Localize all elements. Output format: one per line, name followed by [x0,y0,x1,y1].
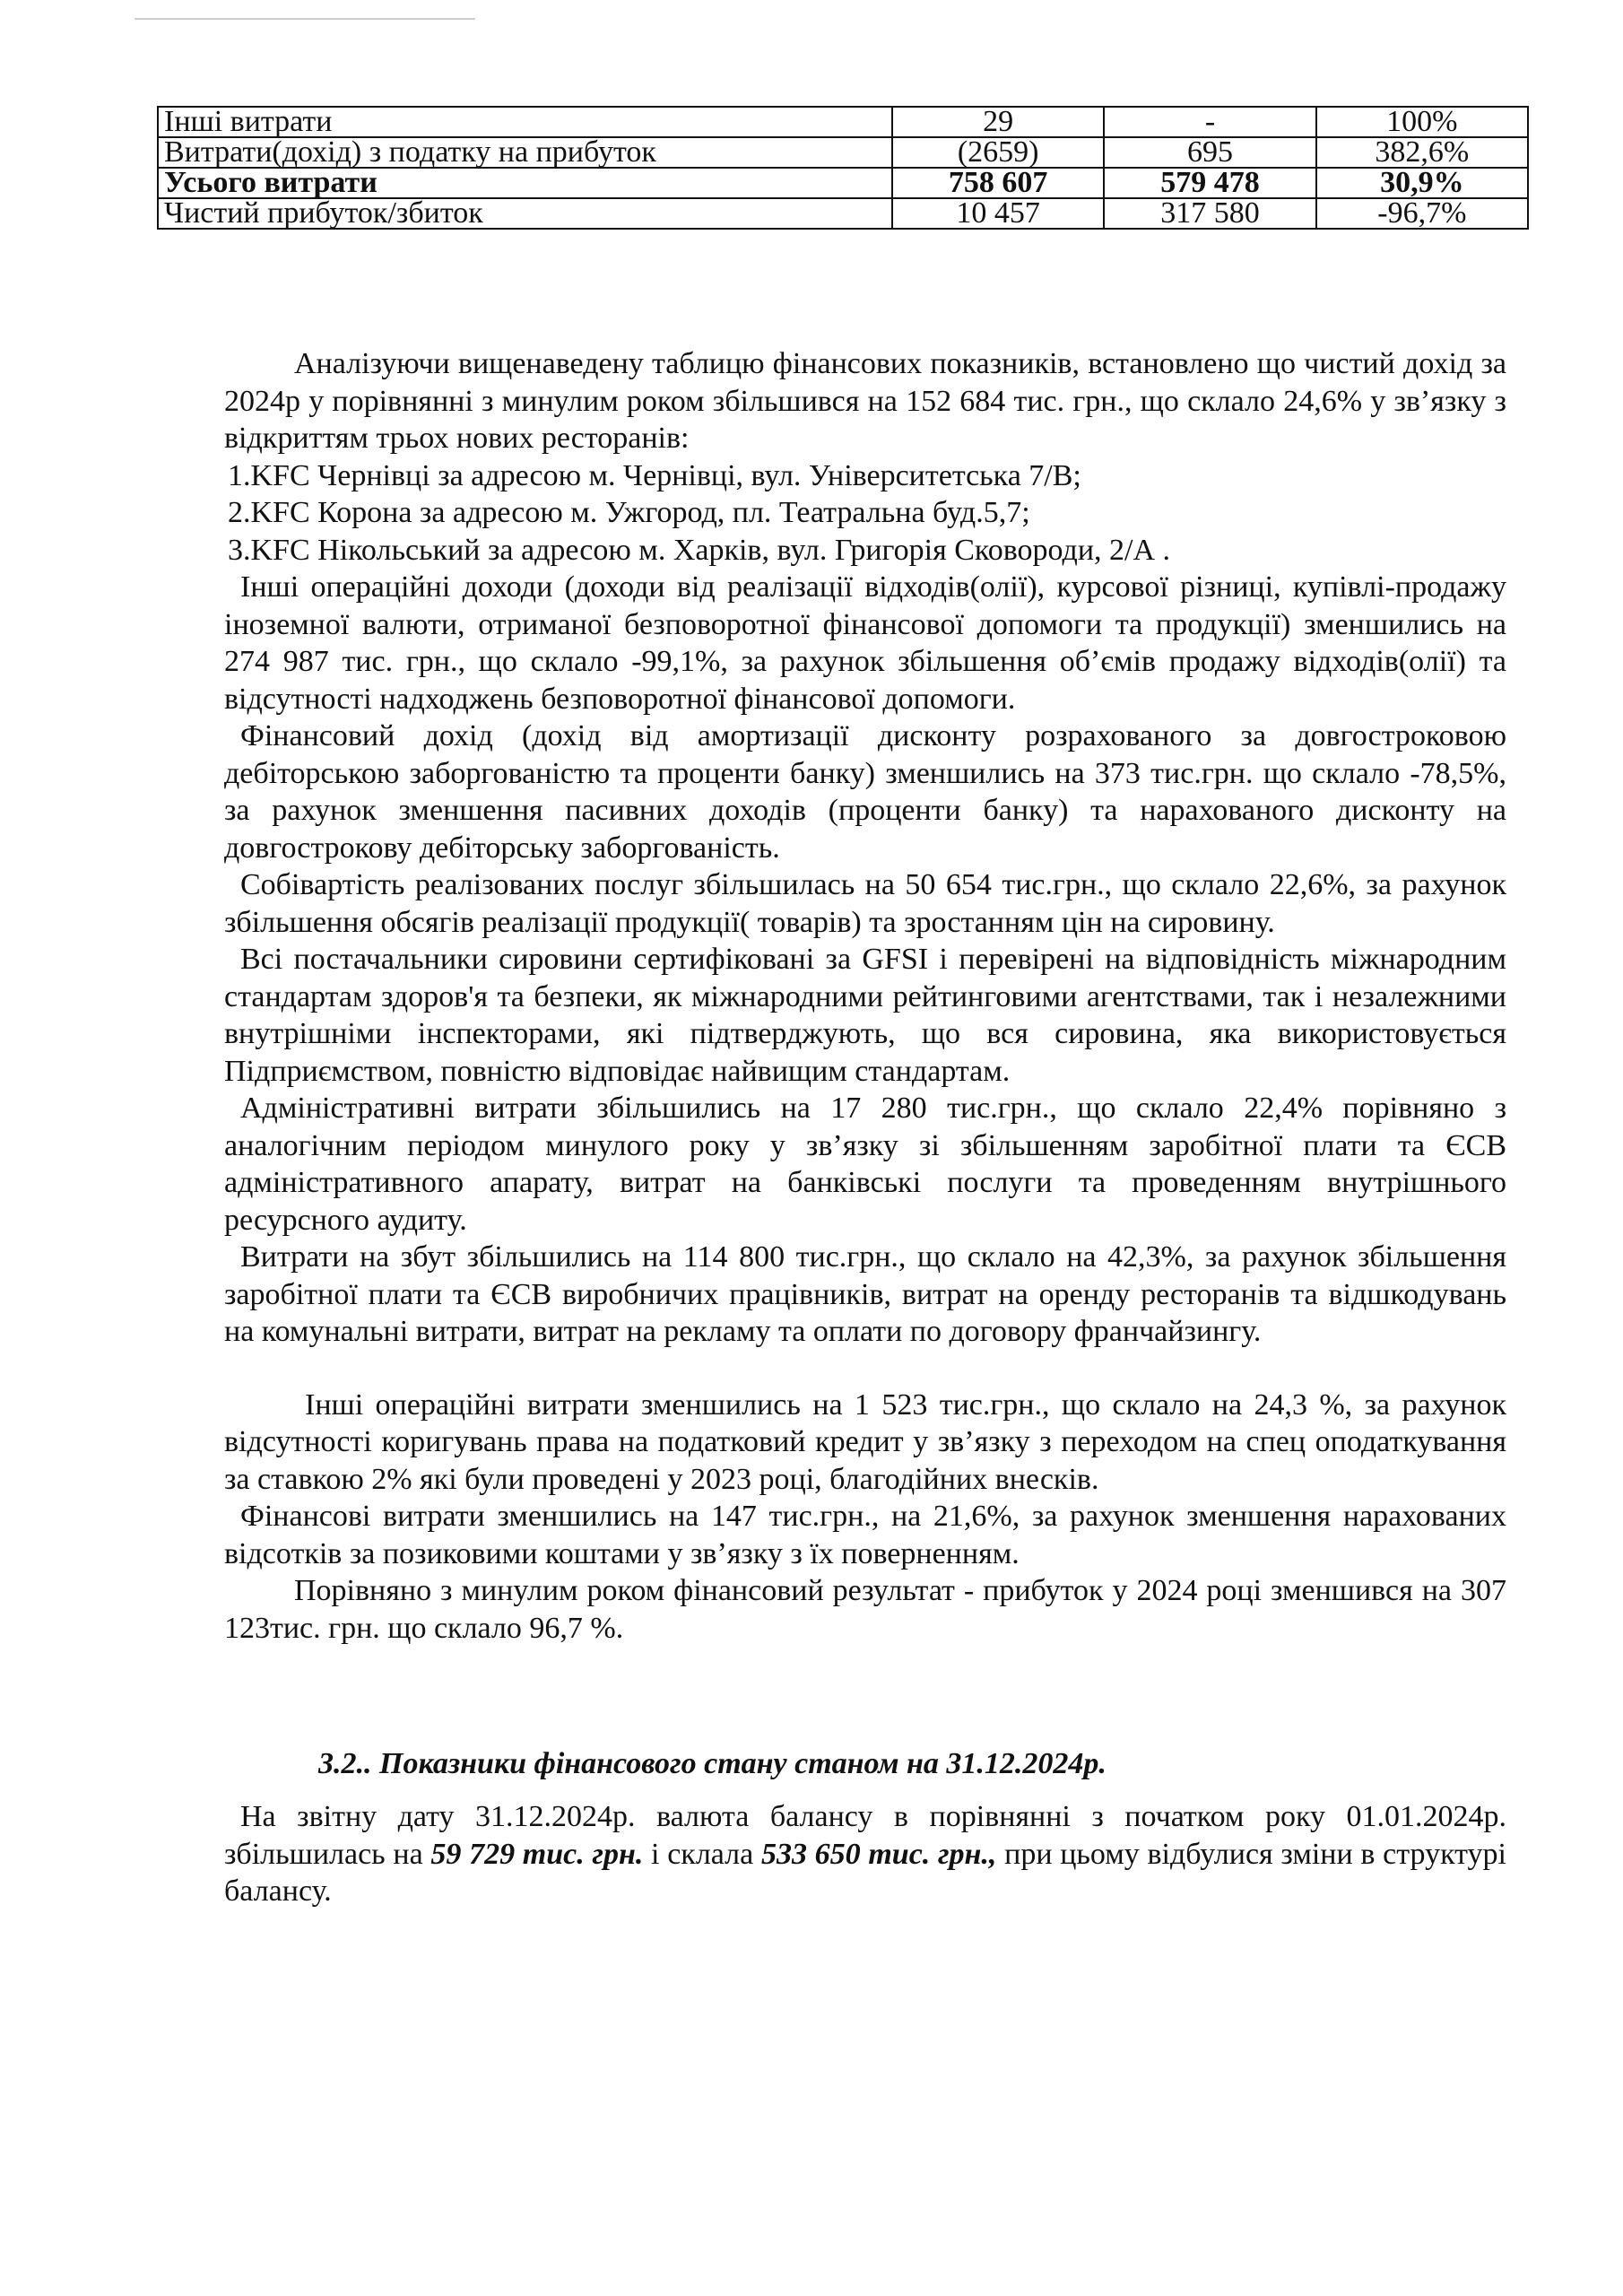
paragraph: Всі постачальники сировини сертифіковані за GFSI і перевірені на відповідність міжнародним стандартам здоров'я та безпеки, як міжнародними рейтинговими агентствами, так і незалежними внутрішніми інспекторами, які підтверджують, що вся сировина, яка використовується Підприємством, повністю відповідає найвищим стандартам. [224,943,1506,1088]
paragraph: Фінансові витрати зменшились на 147 тис.грн., на 21,6%, за рахунок зменшення нарахованих відсотків за позиковими коштами у зв’язку з їх поверненням. [224,1500,1506,1570]
list-item: 2.KFC Корона за адресою м. Ужгород, пл. Театральна буд.5,7; [228,496,1030,529]
paragraph: Адміністративні витрати збільшились на 17 280 тис.грн., що склало 22,4% порівняно з аналогічним періодом минулого року у зв’язку зі збільшенням заробітної плати та ЄСВ адміністративного апарату, витрат на банківські послуги та проведенням внутрішнього ресурсного аудиту. [224,1091,1506,1237]
table-row [158,137,1528,168]
value-change: 100% [1316,107,1528,137]
paragraph: Інші операційні витрати зменшились на 1 523 тис.грн., що склало на 24,3 %, за рахунок відсутності коригувань права на податковий кредит у зв’язку з переходом на спец оподаткування за ставкою 2% які були проведені у 2023 році, благодійних внесків. [224,1387,1506,1496]
balance-amount-increase: 59 729 тис. грн. [430,1837,644,1871]
list-item: 3.KFC Нікольський за адресою м. Харків, вул. Григорія Сковороди, 2/А . [228,533,1171,567]
scan-mark [135,18,475,20]
balance-text [224,1798,1506,1910]
value-change: 382,6% [1316,137,1528,168]
value-2023: 579 478 [1104,168,1315,198]
value-change: -96,7% [1316,198,1528,229]
balance-text-3: при цьому відбулися зміни в структурі балансу. [224,1837,1506,1908]
row-label: Інші витрати [158,107,892,137]
analysis-text [224,345,1506,1647]
paragraph: Порівняно з минулим роком фінансовий результат - прибуток у 2024 році зменшився на 307 123тис. грн. що склало 96,7 %. [224,1574,1506,1645]
value-2024: (2659) [892,137,1104,168]
row-label: Витрати(дохід) з податку на прибуток [158,137,892,168]
value-change: 30,9% [1316,168,1528,198]
value-2024: 10 457 [892,198,1104,229]
row-label: Усього витрати [158,168,892,198]
table-row-total [158,168,1528,198]
balance-amount-total: 533 650 тис. грн., [760,1837,997,1871]
table-row [158,107,1528,137]
value-2023: 695 [1104,137,1315,168]
spacer [224,1351,1506,1387]
paragraph: Фінансовий дохід (дохід від амортизації дисконту розрахованого за довгостроковою дебіторською заборгованістю та проценти банку) зменшились на 373 тис.грн. що склало -78,5%, за рахунок зменшення пасивних доходів (проценти банку) та нарахованого дисконту на довгострокову дебіторську заборгованість. [224,719,1506,865]
balance-text-2: і склала [643,1837,761,1871]
list-item: 1.KFC Чернівці за адресою м. Чернівці, вул. Університетська 7/В; [228,458,1081,492]
row-label: Чистий прибуток/збиток [158,198,892,229]
value-2023: 317 580 [1104,198,1315,229]
paragraph: Інші операційні доходи (доходи від реалізації відходів(олії), курсової різниці, купівлі-продажу іноземної валюти, отриманої безповоротної фінансової допомоги та продукції) зменшились на 274 987 тис. грн., що склало -99,1%, за рахунок збільшення об’ємів продажу відходів(олії) та відсутності надходжень безповоротної фінансової допомоги. [224,570,1506,716]
balance-paragraph [224,1798,1506,1910]
value-2024: 758 607 [892,168,1104,198]
value-2023: - [1104,107,1315,137]
table-row [158,198,1528,229]
financial-table [157,106,1529,230]
intro-paragraph: Аналізуючи вищенаведену таблицю фінансових показників, встановлено що чистий дохід за 2024р у порівнянні з минулим роком збільшився на 152 684 тис. грн., що склало 24,6% у зв’язку з відкриттям трьох нових ресторанів: [224,347,1506,455]
paragraph: Витрати на збут збільшились на 114 800 тис.грн., що склало на 42,3%, за рахунок збільшення заробітної плати та ЄСВ виробничих працівників, витрат на оренду ресторанів та відшкодувань на комунальні витрати, витрат на рекламу та оплати по договору франчайзингу. [224,1240,1506,1348]
section-heading: 3.2.. Показники фінансового стану станом на 31.12.2024р. [318,1747,1107,1780]
balance-text-1: На звітну дату 31.12.2024р. валюта балансу в порівнянні з початком року 01.01.2024р. збільшилась на [224,1800,1506,1871]
paragraph: Собівартість реалізованих послуг збільшилась на 50 654 тис.грн., що склало 22,6%, за рахунок збільшення обсягів реалізації продукції( товарів) та зростанням цін на сировину. [224,868,1506,939]
value-2024: 29 [892,107,1104,137]
